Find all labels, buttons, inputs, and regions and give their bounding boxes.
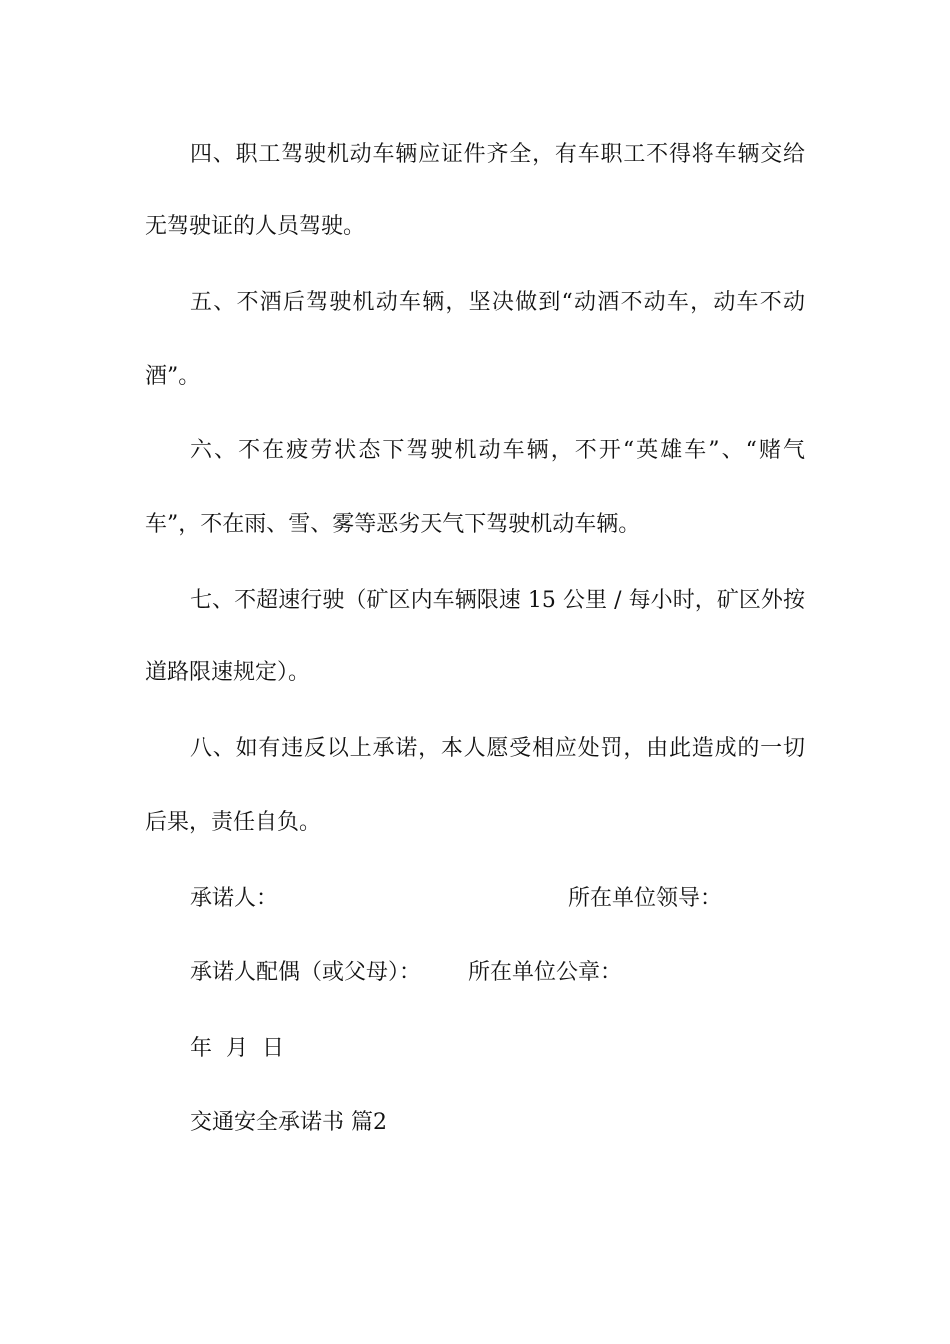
paragraph-4-line-2: 无驾驶证的人员驾驶。 xyxy=(145,214,366,239)
date-label: 年 月 日 xyxy=(190,1036,284,1061)
unit-seal-label: 所在单位公章： xyxy=(468,960,623,985)
paragraph-7-line-2: 道路限速规定）。 xyxy=(145,660,311,685)
paragraph-6-line-2: 车”，不在雨、雪、雾等恶劣天气下驾驶机动车辆。 xyxy=(145,512,641,537)
next-section-title: 交通安全承诺书 篇2 xyxy=(190,1110,387,1135)
paragraph-8-line-2: 后果，责任自负。 xyxy=(145,810,322,835)
paragraph-7-line-1: 七、不超速行驶（矿区内车辆限速 15 公里 / 每小时，矿区外按 xyxy=(190,588,805,613)
paragraph-6-line-1: 六、不在疲劳状态下驾驶机动车辆，不开“英雄车”、“赌气 xyxy=(190,438,805,463)
paragraph-8-line-1: 八、如有违反以上承诺，本人愿受相应处罚，由此造成的一切 xyxy=(190,736,805,761)
unit-leader-label: 所在单位领导： xyxy=(568,886,723,911)
paragraph-4-line-1: 四、职工驾驶机动车辆应证件齐全，有车职工不得将车辆交给 xyxy=(190,142,805,167)
paragraph-5-line-1: 五、不酒后驾驶机动车辆，坚决做到“动酒不动车，动车不动 xyxy=(190,290,805,315)
promisor-label: 承诺人： xyxy=(190,886,279,911)
paragraph-5-line-2: 酒”。 xyxy=(145,364,201,389)
spouse-label: 承诺人配偶（或父母）： xyxy=(190,960,422,985)
